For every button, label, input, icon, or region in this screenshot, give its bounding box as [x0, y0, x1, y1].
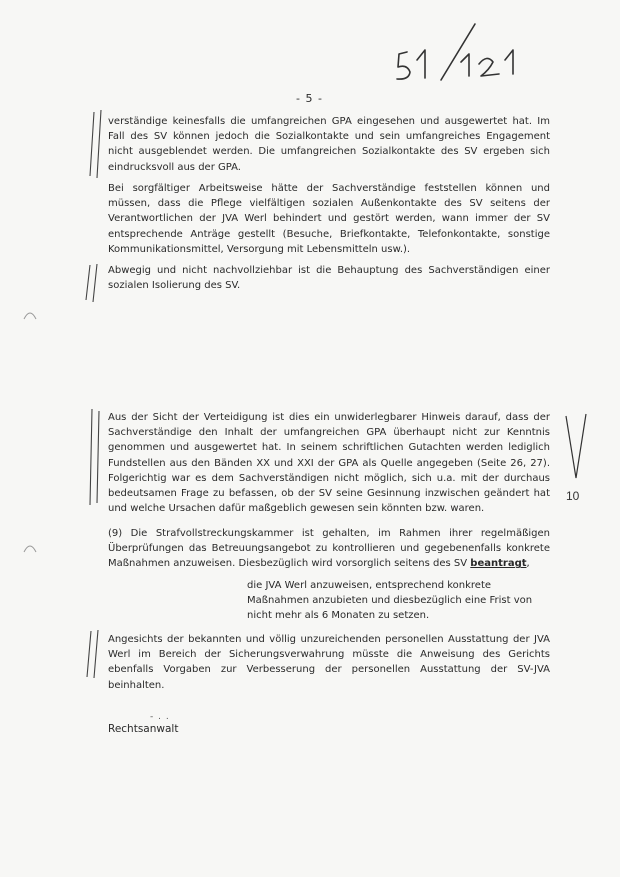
margin-double-stroke-mark	[86, 108, 104, 180]
margin-arrow-mark	[560, 410, 590, 510]
signature-title: Rechtsanwalt	[108, 723, 179, 735]
paragraph-2: Bei sorgfältiger Arbeitsweise hätte der Sachverständige feststellen können und müssen, dass die Pflege vielfältigen sozialen Außenkontakte des SV seitens der Verantwortlichen der JVA Werl behindert und gestört werden, wann immer der SV entsprechende Anträge gestellt (Besuche, Briefkontakte, Telefonkontakte, sonstige Kommunikationsmittel, Versorgung mit Lebensmitteln usw.).	[108, 183, 550, 255]
punch-hole-mark	[20, 305, 40, 325]
paragraph-5-text: (9) Die Strafvollstreckungskammer ist gehalten, im Rahmen ihrer regelmäßigen Überprüfungen das Betreuungsangebot zu kontrollieren und gegebenenfalls konkrete Maßnahmen anzuweisen. Diesbezüglich wird vorsorglich seitens des SV	[108, 528, 550, 570]
page-number: - 5 -	[296, 92, 323, 105]
paragraph-7: Angesichts der bekannten und völlig unzureichenden personellen Ausstattung der JVA Werl im Bereich der Sicherungsverwahrung müsste die Anweisung des Gerichts ebenfalls Vorgaben zur Verbesserung der personellen Ausstattung der SV-JVA beinhalten.	[108, 634, 550, 691]
margin-double-stroke-mark	[82, 628, 102, 680]
paragraph-6-indented-request: die JVA Werl anzuweisen, entsprechend konkrete Maßnahmen anzubieten und diesbezüglich eine Frist von nicht mehr als 6 Monaten zu setzen.	[247, 580, 533, 622]
margin-note-number: 10	[566, 489, 580, 503]
paragraph-4: Aus der Sicht der Verteidigung ist dies ein unwiderlegbarer Hinweis darauf, dass der Sachverständige den Inhalt der umfangreichen GPA überhaupt nicht zur Kenntnis genommen und ausgewertet hat. In seinem schriftlichen Gutachten werden lediglich Fundstellen aus den Bänden XX und XXI der GPA als Quelle angegeben (Seite 26, 27). Folgerichtig war es dem Sachverständigen nicht möglich, sich u.a. mit der durchaus bedeutsamen Frage zu befassen, ob der SV seine Gesinnung inzwischen geändert hat und welche Ursachen dafür maßgeblich gewesen sein könnten bzw. waren.	[108, 412, 550, 515]
signature-scribble: - . .	[150, 712, 170, 722]
punch-hole-mark	[20, 538, 40, 558]
paragraph-5-punct: ,	[526, 558, 530, 570]
margin-double-stroke-mark	[80, 262, 102, 304]
paragraph-5	[108, 526, 550, 572]
paragraph-1: verständige keinesfalls die umfangreichen GPA eingesehen und ausgewertet hat. Im Fall des SV können jedoch die Sozialkontakte und sein umfangreiches Engagement nicht ausgeblendet werden. Die umfangreichen Sozialkontakte des SV ergeben sich eindrucksvoll aus der GPA.	[108, 116, 550, 173]
paragraph-3: Abwegig und nicht nachvollziehbar ist die Behauptung des Sachverständigen einer sozialen Isolierung des SV.	[108, 265, 550, 292]
emphasis-beantragt: beantragt	[470, 558, 527, 570]
handwritten-reference-note	[385, 22, 555, 82]
margin-double-stroke-mark	[86, 407, 104, 507]
